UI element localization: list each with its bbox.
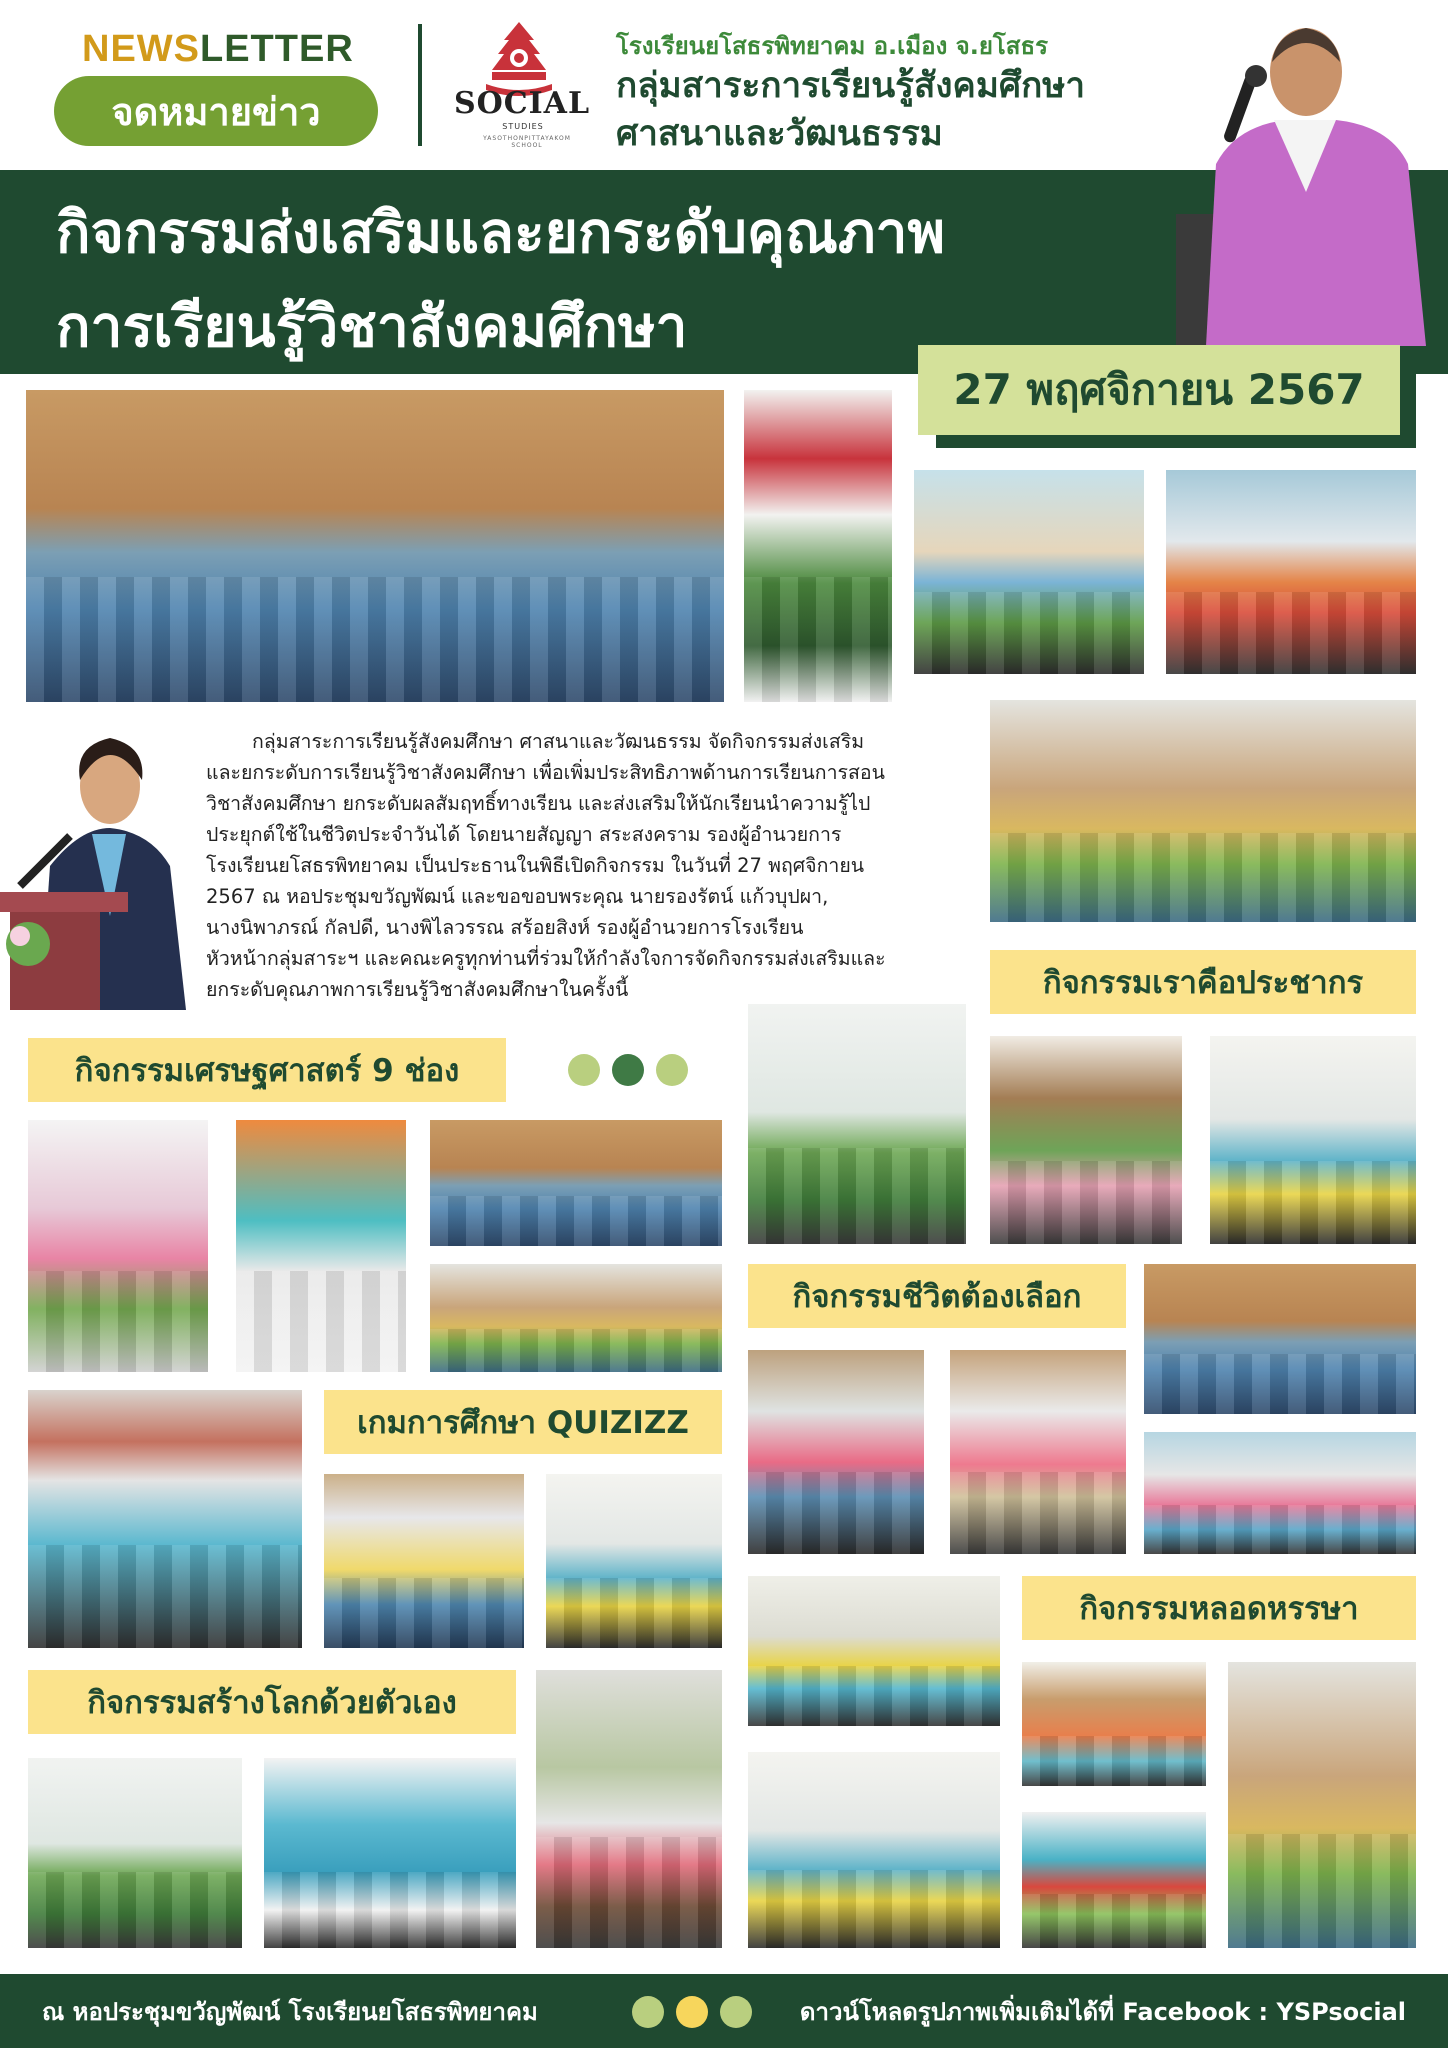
label-straw-activity: กิจกรรมหลอดหรรษา: [1022, 1576, 1416, 1640]
photo-straw-group-1: [1022, 1662, 1206, 1786]
intro-line: 2567 ณ หอประชุมขวัญพัฒน์ และขอขอบพระคุณ นายรองรัตน์ แก้วบุปผา,: [206, 885, 829, 908]
photo-students-crowd: [990, 700, 1416, 922]
photo-guests-sofa: [914, 470, 1144, 674]
photo-group-stage: [26, 390, 724, 702]
newsletter-word-news: NEWS: [82, 28, 200, 70]
photo-straw-floor: [748, 1752, 1000, 1948]
photo-build-world-green: [28, 1758, 242, 1948]
photo-life-choice-screen-1: [748, 1350, 924, 1554]
newsletter-thai-badge: จดหมายข่าว: [54, 76, 378, 146]
logo-social-word: SOCIAL: [453, 86, 591, 121]
label-life-choice-activity: กิจกรรมชีวิตต้องเลือก: [748, 1264, 1126, 1328]
logo-studies-word: STUDIES: [502, 122, 544, 131]
department-line-2: ศาสนาและวัฒนธรรม: [616, 114, 943, 154]
decor-dot-light: [568, 1054, 600, 1086]
photo-economics-writing: [236, 1120, 406, 1372]
intro-line: นางนิพาภรณ์ กัลปดี, นางพิไลวรรณ สร้อยสิงห์ รองผู้อำนวยการโรงเรียน: [206, 916, 804, 939]
photo-economics-stage: [430, 1120, 722, 1246]
speaker-portrait: [0, 716, 186, 1010]
logo-school-caption: YASOTHONPITTAYAKOM SCHOOL: [483, 135, 571, 149]
newsletter-word-letter: LETTER: [200, 28, 354, 70]
intro-line: กลุ่มสาระการเรียนรู้สังคมศึกษา ศาสนาและวัฒนธรรม จัดกิจกรรมส่งเสริม: [252, 730, 865, 753]
school-name: โรงเรียนยโสธรพิทยาคม อ.เมือง จ.ยโสธร: [616, 32, 1048, 60]
presenter-photo: [1176, 14, 1438, 346]
photo-build-world-blue: [264, 1758, 516, 1948]
intro-line: ประยุกต์ใช้ในชีวิตประจำวันได้ โดยนายสัญญา สระสงคราม รองผู้อำนวยการ: [206, 823, 842, 846]
header-divider: [418, 24, 422, 146]
photo-guest-seated: [744, 390, 892, 702]
event-date: 27 พฤศจิกายน 2567: [918, 345, 1400, 435]
intro-line: โรงเรียนยโสธรพิทยาคม เป็นประธานในพิธีเปิดกิจกรรม ในวันที่ 27 พฤศจิกายน: [206, 854, 865, 877]
photo-quizizz-screen: [324, 1474, 524, 1648]
footer-dot-yellow: [676, 1996, 708, 2028]
photo-life-choice-screen-2: [950, 1350, 1126, 1554]
label-population-activity: กิจกรรมเราคือประชากร: [990, 950, 1416, 1014]
photo-teachers-seated: [1166, 470, 1416, 674]
photo-quizizz-students: [546, 1474, 722, 1648]
footer-dot-light: [632, 1996, 664, 2028]
decor-dot-dark: [612, 1054, 644, 1086]
photo-life-choice-hall: [1144, 1264, 1416, 1414]
page-title-line-2: การเรียนรู้วิชาสังคมศึกษา: [56, 294, 688, 360]
photo-population-costume: [990, 1036, 1182, 1244]
label-build-world-activity: กิจกรรมสร้างโลกด้วยตัวเอง: [28, 1670, 516, 1734]
page-title-line-1: กิจกรรมส่งเสริมและยกระดับคุณภาพ: [56, 200, 946, 266]
photo-straw-hall: [1228, 1662, 1416, 1948]
photo-economics-floor: [430, 1264, 722, 1372]
intro-line: วิชาสังคมศึกษา ยกระดับผลสัมฤทธิ์ทางเรียน และส่งเสริมให้นักเรียนนำความรู้ไป: [206, 792, 871, 815]
footer-venue: ณ หอประชุมขวัญพัฒน์ โรงเรียนยโสธรพิทยาคม: [42, 1998, 538, 2026]
photo-build-world-stage: [536, 1670, 722, 1948]
intro-line: ยกระดับคุณภาพการเรียนรู้วิชาสังคมศึกษาในครั้งนี้: [206, 978, 629, 1001]
department-line-1: กลุ่มสาระการเรียนรู้สังคมศึกษา: [616, 66, 1086, 106]
photo-quiz-timer: [748, 1576, 1000, 1726]
label-quizizz-game: เกมการศึกษา QUIZIZZ: [324, 1390, 722, 1454]
intro-line: และยกระดับการเรียนรู้วิชาสังคมศึกษา เพื่อเพิ่มประสิทธิภาพด้านการเรียนการสอน: [206, 761, 885, 784]
photo-population-dance: [1210, 1036, 1416, 1244]
page-title: [56, 186, 945, 374]
photo-economics-hall: [28, 1120, 208, 1372]
footer-dot-light: [720, 1996, 752, 2028]
intro-line: หัวหน้ากลุ่มสาระฯ และคณะครูทุกท่านที่ร่วมให้กำลังใจการจัดกิจกรรมส่งเสริมและ: [206, 947, 886, 970]
photo-quizizz-phones: [28, 1390, 302, 1648]
footer-facebook-link[interactable]: ดาวน์โหลดรูปภาพเพิ่มเติมได้ที่ Facebook : YSPsocial: [799, 1998, 1406, 2026]
photo-straw-group-2: [1022, 1812, 1206, 1948]
label-economics-activity: กิจกรรมเศรษฐศาสตร์ 9 ช่อง: [28, 1038, 506, 1102]
photo-life-choice-stage: [1144, 1432, 1416, 1554]
photo-population-game: [748, 1004, 966, 1244]
department-name: [616, 62, 1085, 158]
decor-dot-light: [656, 1054, 688, 1086]
newsletter-wordmark: [82, 28, 354, 71]
intro-paragraph: [206, 726, 962, 1005]
